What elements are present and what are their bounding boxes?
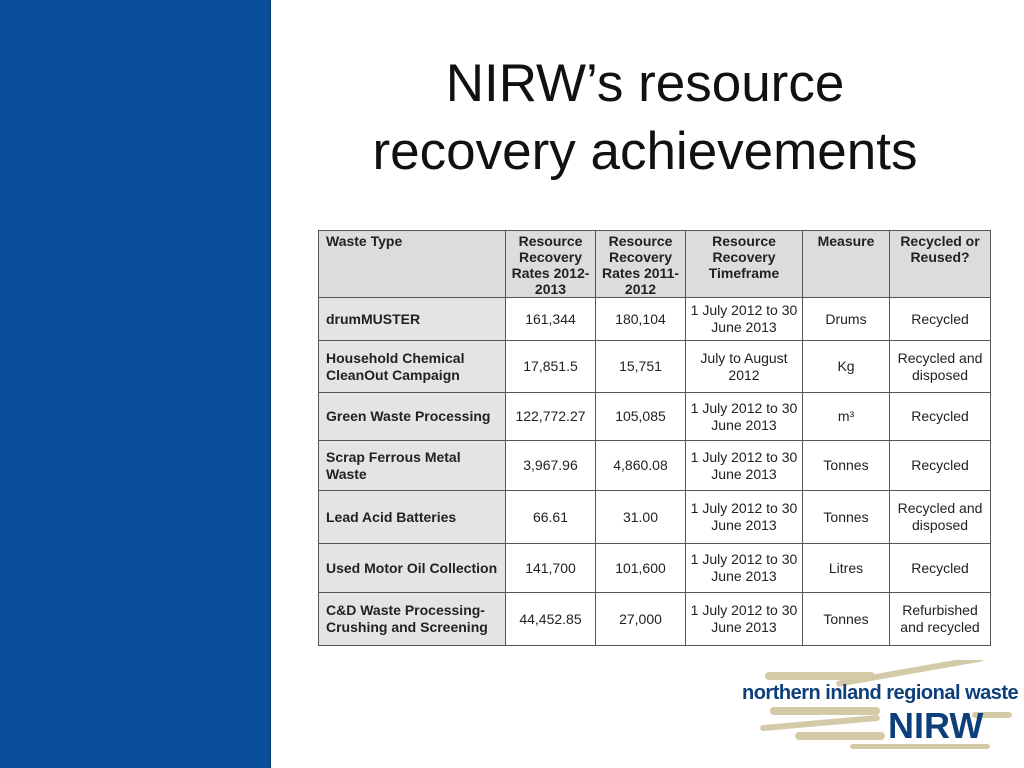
table-cell: Recycled (890, 544, 991, 593)
table-cell: 15,751 (596, 341, 686, 393)
table-cell: Recycled and disposed (890, 491, 991, 544)
table-cell: 122,772.27 (506, 393, 596, 441)
column-header: Waste Type (319, 231, 506, 298)
column-header: Resource Recovery Rates 2011-2012 (596, 231, 686, 298)
table-cell: 161,344 (506, 298, 596, 341)
table-cell: Tonnes (803, 441, 890, 491)
waste-type-cell: Used Motor Oil Collection (319, 544, 506, 593)
title-line-2: recovery achievements (372, 122, 918, 181)
table-cell: 141,700 (506, 544, 596, 593)
column-header: Recycled or Reused? (890, 231, 991, 298)
sidebar-band (0, 0, 271, 768)
table-header-row (319, 231, 991, 298)
table-row (319, 593, 991, 646)
waste-type-cell: Household Chemical CleanOut Campaign (319, 341, 506, 393)
table-row (319, 544, 991, 593)
table-cell: 1 July 2012 to 30 June 2013 (686, 441, 803, 491)
table-cell: 66.61 (506, 491, 596, 544)
column-header: Resource Recovery Timeframe (686, 231, 803, 298)
waste-type-cell: drumMUSTER (319, 298, 506, 341)
table-cell: Recycled and disposed (890, 341, 991, 393)
table-cell: 1 July 2012 to 30 June 2013 (686, 593, 803, 646)
table-cell: Tonnes (803, 593, 890, 646)
table-cell: 105,085 (596, 393, 686, 441)
table-cell: Kg (803, 341, 890, 393)
table-cell: July to August 2012 (686, 341, 803, 393)
column-header: Measure (803, 231, 890, 298)
title-line-1: NIRW’s resource (445, 54, 845, 113)
table-cell: 3,967.96 (506, 441, 596, 491)
table-row (319, 393, 991, 441)
table-cell: Recycled (890, 298, 991, 341)
table-cell: 1 July 2012 to 30 June 2013 (686, 393, 803, 441)
table-cell: 1 July 2012 to 30 June 2013 (686, 298, 803, 341)
table-cell: 1 July 2012 to 30 June 2013 (686, 544, 803, 593)
table-cell: 27,000 (596, 593, 686, 646)
table-cell: Drums (803, 298, 890, 341)
table-cell: Litres (803, 544, 890, 593)
table-cell: Tonnes (803, 491, 890, 544)
column-header: Resource Recovery Rates 2012-2013 (506, 231, 596, 298)
table-row (319, 341, 991, 393)
table-cell: 180,104 (596, 298, 686, 341)
table-row (319, 441, 991, 491)
table-row (319, 491, 991, 544)
table-cell: m³ (803, 393, 890, 441)
slide-title (290, 50, 1000, 186)
table-cell: 1 July 2012 to 30 June 2013 (686, 491, 803, 544)
waste-type-cell: C&D Waste Processing-Crushing and Screening (319, 593, 506, 646)
waste-type-cell: Green Waste Processing (319, 393, 506, 441)
logo-text: northern inland regional waste (742, 682, 1019, 704)
table-cell: 101,600 (596, 544, 686, 593)
logo-abbr: NIRW (888, 705, 984, 746)
table-cell: Refurbished and recycled (890, 593, 991, 646)
table-cell: 17,851.5 (506, 341, 596, 393)
table-cell: 4,860.08 (596, 441, 686, 491)
waste-type-cell: Lead Acid Batteries (319, 491, 506, 544)
achievements-table (318, 230, 991, 646)
table-cell: Recycled (890, 393, 991, 441)
table-row (319, 298, 991, 341)
table-cell: 31.00 (596, 491, 686, 544)
waste-type-cell: Scrap Ferrous Metal Waste (319, 441, 506, 491)
table-cell: Recycled (890, 441, 991, 491)
nirw-logo (740, 660, 1020, 752)
table-cell: 44,452.85 (506, 593, 596, 646)
